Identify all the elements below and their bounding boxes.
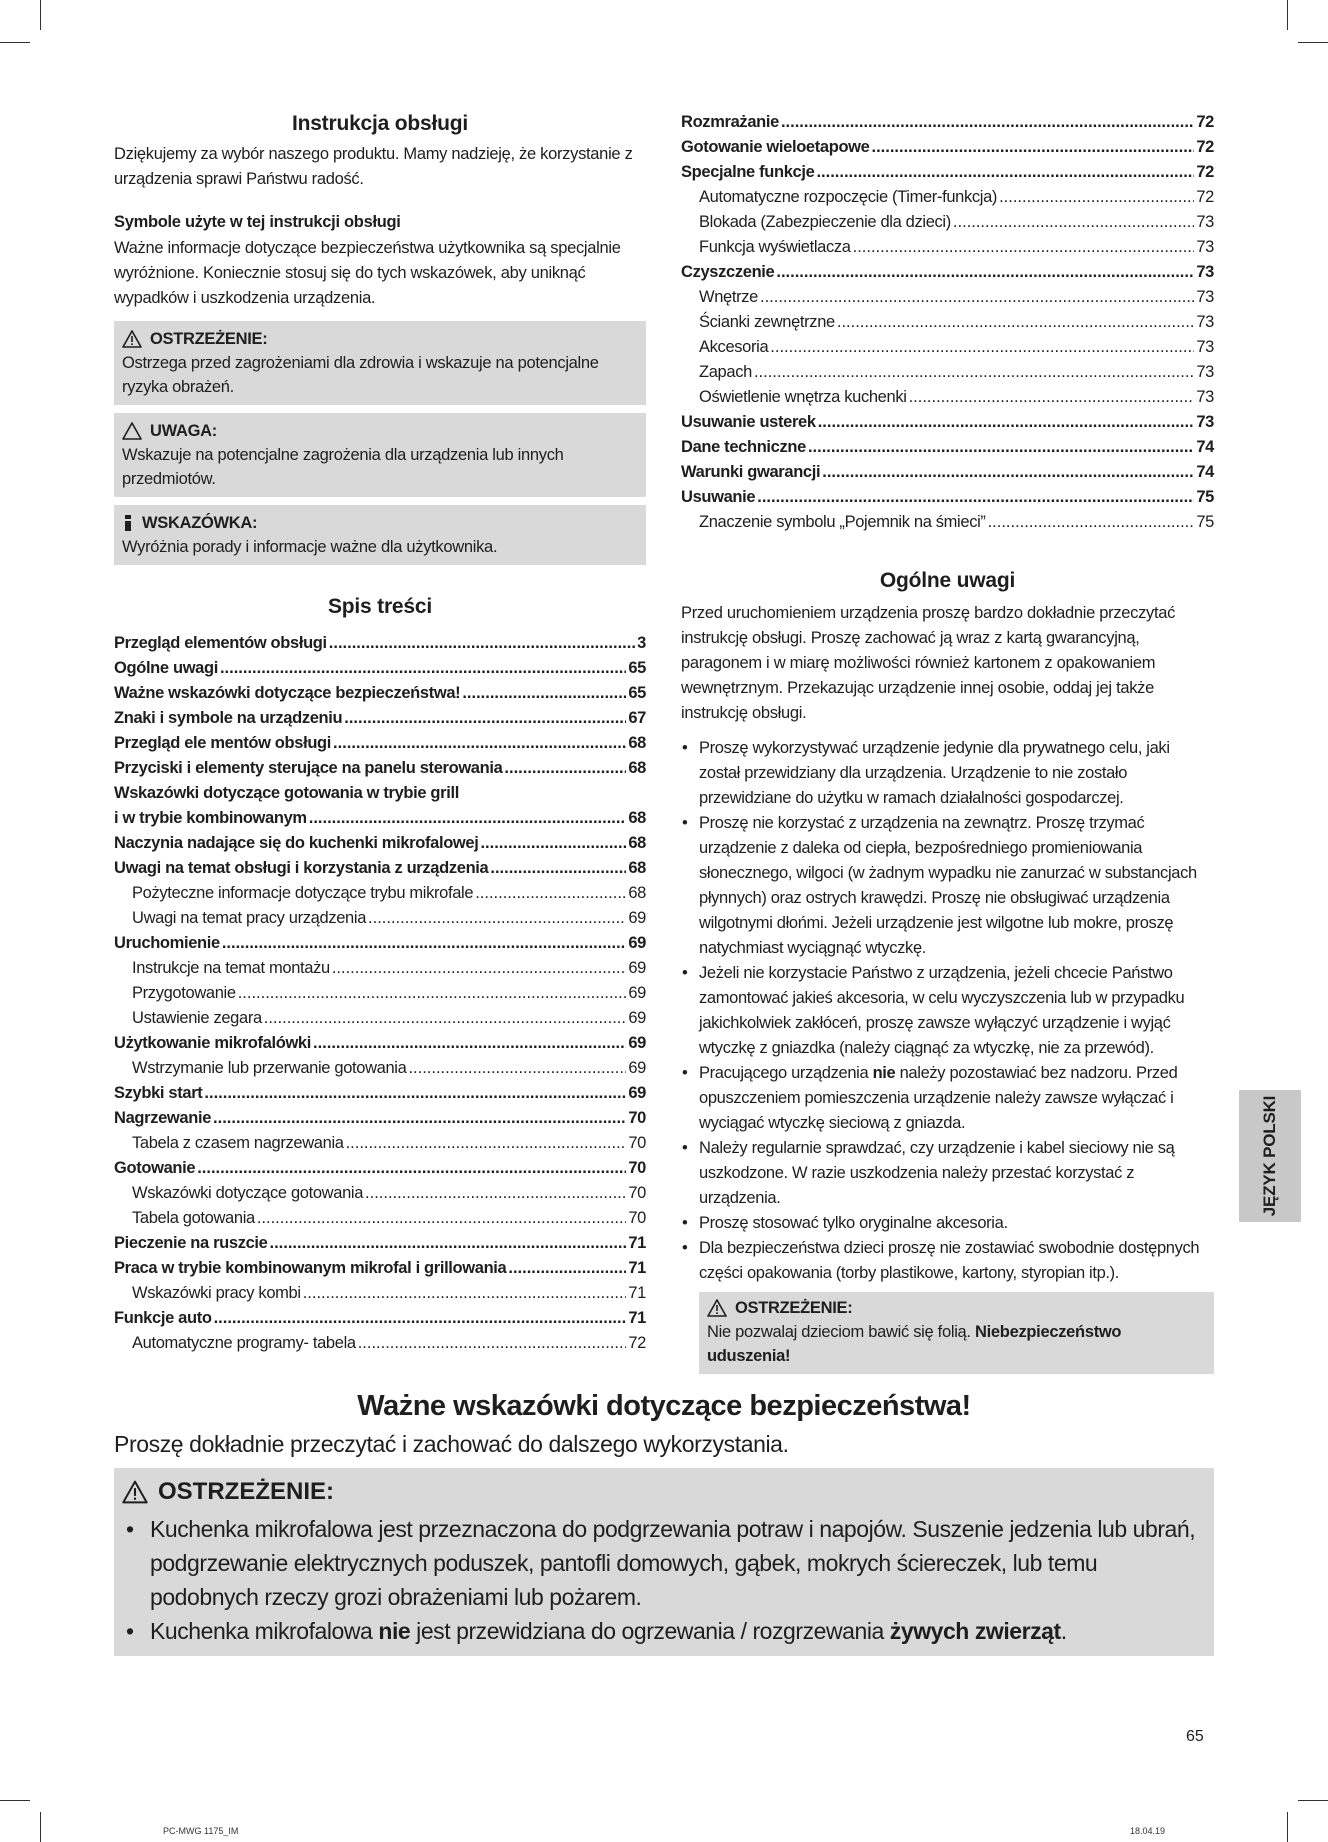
toc-entry-label: Ogólne uwagi (114, 659, 218, 677)
language-tab (1239, 1090, 1301, 1222)
list-item: • Proszę wykorzystywać urządzenie jedynie dla prywatnego celu, jaki został przewidziany dla urządzenia. Urządzenie to nie zostało przewidziane do użytku w ramach działalności gospodarczej. (681, 736, 1214, 811)
toc-entry-page: 75 (1196, 513, 1214, 531)
toc-entry-page: 3 (637, 634, 646, 652)
caution-note (114, 413, 646, 497)
toc-entry-page: 73 (1196, 263, 1214, 281)
toc-entry-page: 69 (628, 959, 646, 977)
toc-leader-dots (333, 731, 626, 756)
toc-entry-label: i w trybie kombinowanym (114, 809, 307, 827)
toc-leader-dots (213, 1106, 626, 1131)
toc-entry-label: Rozmrażanie (681, 113, 779, 131)
toc-entry (681, 360, 1214, 385)
toc-entry (114, 781, 646, 806)
toc-entry (114, 956, 646, 981)
toc-leader-dots (770, 335, 1194, 360)
toc-leader-dots (760, 285, 1194, 310)
toc-entry-page: 73 (1196, 213, 1214, 231)
toc-entry-label: Dane techniczne (681, 438, 806, 456)
toc-entry-label: Przegląd ele mentów obsługi (114, 734, 332, 752)
toc-entry (681, 135, 1214, 160)
symbols-heading: Symbole użyte w tej instrukcji obsługi (114, 213, 401, 231)
list-item: • Dla bezpieczeństwa dzieci proszę nie zostawiać swobodnie dostępnych części opakowania (torby plastikowe, kartony, styropian itp.). (681, 1236, 1214, 1286)
toc-entry-page: 74 (1196, 463, 1214, 481)
toc-entry-label: Znaczenie symbolu „Pojemnik na śmieci” (699, 513, 986, 531)
toc-leader-dots (953, 210, 1194, 235)
toc-entry (114, 656, 646, 681)
crop-mark (40, 0, 41, 30)
toc-entry-page: 73 (1196, 363, 1214, 381)
toc-entry (114, 1331, 646, 1356)
toc-entry-label: Użytkowanie mikrofalówki (114, 1034, 311, 1052)
list-item: • Kuchenka mikrofalowa nie jest przewidziana do ogrzewania / rozgrzewania żywych zwierząt. (122, 1614, 1206, 1648)
toc-entry-page: 72 (1196, 163, 1214, 181)
toc-entry-page: 72 (1196, 113, 1214, 131)
toc-entry-page: 68 (628, 734, 646, 752)
toc-entry-label: Pieczenie na ruszcie (114, 1234, 268, 1252)
list-item: • Proszę nie korzystać z urządzenia na zewnątrz. Proszę trzymać urządzenie z daleka od ciepła, bezpośredniego promieniowania słonecznego, wilgoci (w żadnym wypadku nie zanurzać w substancjach płynnych) oraz ostrych krawędzi. Proszę nie obsługiwać urządzenia wilgotnymi dłońmi. Jeżeli urządzenie jest wilgotne lub mokre, proszę natychmiast wyciągnąć wtyczkę. (681, 811, 1214, 961)
toc-entry-page: 73 (1196, 388, 1214, 406)
toc-entry (681, 235, 1214, 260)
crop-mark (0, 1800, 30, 1801)
toc-entry-page: 74 (1196, 438, 1214, 456)
toc-entry-label: Naczynia nadające się do kuchenki mikrofalowej (114, 834, 479, 852)
toc-entry-page: 68 (628, 834, 646, 852)
toc-entry (114, 1306, 646, 1331)
toc-entry-label: Wstrzymanie lub przerwanie gotowania (132, 1059, 407, 1077)
toc-entry (114, 731, 646, 756)
toc-entry (681, 260, 1214, 285)
toc-entry-label: Akcesoria (699, 338, 769, 356)
toc-entry (114, 906, 646, 931)
toc-entry (681, 210, 1214, 235)
toc-leader-dots (909, 385, 1195, 410)
toc-leader-dots (816, 160, 1194, 185)
toc-leader-dots (757, 485, 1194, 510)
toc-entry-page: 73 (1196, 238, 1214, 256)
list-item: • Kuchenka mikrofalowa jest przeznaczona do podgrzewania potraw i napojów. Suszenie jedzenia lub ubrań, podgrzewanie elektrycznych poduszek, pantofli domowych, gąbek, mokrych ściereczek, lub temu podobnych rzeczy grozi obrażeniami lub pożarem. (122, 1512, 1206, 1614)
toc-entry-label: Usuwanie (681, 488, 756, 506)
toc-leader-dots (238, 981, 627, 1006)
toc-entry (681, 110, 1214, 135)
toc-entry-page: 67 (628, 709, 646, 727)
page-number: 65 (1186, 1728, 1204, 1745)
general-list (681, 736, 1214, 1286)
toc-entry-page: 72 (1196, 188, 1214, 206)
toc-entry (681, 310, 1214, 335)
toc-leader-dots (475, 881, 626, 906)
toc-entry (114, 806, 646, 831)
safety-warning-box (114, 1468, 1214, 1656)
safety-section (114, 1390, 1214, 1656)
general-title: Ogólne uwagi (879, 569, 1016, 592)
caution-note-text: Wskazuje na potencjalne zagrożenia dla urządzenia lub innych przedmiotów. (122, 446, 564, 488)
toc-entry-label: Uwagi na temat obsługi i korzystania z urządzenia (114, 859, 489, 877)
toc-leader-dots (368, 906, 626, 931)
toc-entry (681, 435, 1214, 460)
toc-left (114, 631, 646, 1356)
warning-triangle-icon (707, 1299, 727, 1317)
toc-entry-page: 71 (628, 1309, 646, 1327)
toc-entry-label: Wskazówki dotyczące gotowania w trybie grill (114, 784, 459, 802)
toc-entry (681, 335, 1214, 360)
toc-leader-dots (480, 831, 626, 856)
toc-leader-dots (504, 756, 626, 781)
suffocation-warning (699, 1292, 1214, 1374)
toc-leader-dots (808, 435, 1194, 460)
toc-entry-label: Wskazówki pracy kombi (132, 1284, 301, 1302)
list-item: • Proszę stosować tylko oryginalne akcesoria. (681, 1211, 1214, 1236)
warning-triangle-icon (122, 330, 142, 348)
toc-entry-label: Przyciski i elementy sterujące na panelu sterowania (114, 759, 503, 777)
toc-entry-label: Przygotowanie (132, 984, 236, 1002)
toc-entry (114, 631, 646, 656)
warning-note-title: OSTRZEŻENIE: (150, 330, 268, 348)
toc-entry-page: 65 (628, 684, 646, 702)
toc-entry-page: 68 (628, 884, 646, 902)
toc-entry-label: Gotowanie wieloetapowe (681, 138, 870, 156)
toc-entry-label: Funkcja wyświetlacza (699, 238, 851, 256)
crop-mark (1287, 1812, 1288, 1842)
toc-entry (114, 856, 646, 881)
crop-mark (40, 1812, 41, 1842)
right-column (681, 108, 1214, 1382)
toc-entry-page: 75 (1196, 488, 1214, 506)
toc-leader-dots (988, 510, 1195, 535)
footer-date: 18.04.19 (1130, 1826, 1166, 1836)
list-item: • Jeżeli nie korzystacie Państwo z urządzenia, jeżeli chcecie Państwo zamontować jakieś akcesoria, w celu wyczyszczenia lub w przypadku jakichkolwiek zakłóceń, proszę zawsze wyłączyć urządzenie i wyjąć wtyczkę z gniazdka (należy ciągnąć za wtyczkę, nie za przewód). (681, 961, 1214, 1061)
toc-entry-page: 71 (628, 1234, 646, 1252)
toc-entry-page: 69 (628, 1084, 646, 1102)
toc-entry-label: Wskazówki dotyczące gotowania (132, 1184, 364, 1202)
toc-entry-page: 72 (628, 1334, 646, 1352)
toc-leader-dots (490, 856, 626, 881)
toc-entry (114, 1081, 646, 1106)
toc-leader-dots (781, 110, 1194, 135)
toc-entry-page: 71 (628, 1284, 646, 1302)
toc-leader-dots (309, 806, 627, 831)
toc-entry-page: 69 (628, 934, 646, 952)
toc-entry-label: Blokada (Zabezpieczenie dla dzieci) (699, 213, 951, 231)
list-item: • Pracującego urządzenia nie należy pozostawiać bez nadzoru. Przed opuszczeniem pomieszczenia urządzenie należy zawsze wyłączać i wyciągać wtyczkę sieciową z gniazda. (681, 1061, 1214, 1136)
toc-entry (114, 706, 646, 731)
toc-leader-dots (220, 656, 626, 681)
intro-text: Dziękujemy za wybór naszego produktu. Mamy nadzieję, że korzystanie z urządzenia sprawi Państwu radość. (114, 145, 633, 188)
toc-leader-dots (264, 1006, 627, 1031)
toc-entry (681, 385, 1214, 410)
toc-title: Spis treści (327, 595, 433, 618)
toc-entry-label: Pożyteczne informacje dotyczące trybu mikrofale (132, 884, 474, 902)
toc-entry-label: Wnętrze (699, 288, 758, 306)
toc-leader-dots (872, 135, 1195, 160)
warning-triangle-icon (122, 1480, 148, 1504)
toc-leader-dots (408, 1056, 626, 1081)
safety-lead: Proszę dokładnie przeczytać i zachować do dalszego wykorzystania. (114, 1431, 789, 1457)
toc-entry-page: 69 (628, 1034, 646, 1052)
toc-entry-page: 73 (1196, 413, 1214, 431)
toc-entry (114, 681, 646, 706)
toc-entry-label: Zapach (699, 363, 752, 381)
toc-entry-page: 69 (628, 909, 646, 927)
toc-entry-label: Ścianki zewnętrzne (699, 313, 835, 331)
general-text: Przed uruchomieniem urządzenia proszę bardzo dokładnie przeczytać instrukcję obsługi. Proszę zachować ją wraz z kartą gwarancyjną, paragonem i w miarę możliwości również kartonem z opakowaniem wewnętrznym. Przekazując urządzenie innej osobie, oddaj jej także instrukcję obsługi. (681, 604, 1176, 722)
toc-entry-page: 68 (628, 809, 646, 827)
toc-entry-label: Nagrzewanie (114, 1109, 212, 1127)
toc-leader-dots (358, 1331, 627, 1356)
toc-leader-dots (313, 1031, 626, 1056)
toc-leader-dots (754, 360, 1194, 385)
toc-entry-page: 71 (628, 1259, 646, 1277)
crop-mark (1287, 0, 1288, 30)
crop-mark (1298, 1800, 1328, 1801)
toc-entry (681, 160, 1214, 185)
toc-entry (681, 510, 1214, 535)
toc-leader-dots (204, 1081, 626, 1106)
list-item: • Należy regularnie sprawdzać, czy urządzenie i kabel sieciowy nie są uszkodzone. W razie uszkodzenia należy przestać korzystać z urządzenia. (681, 1136, 1214, 1211)
toc-entry (681, 485, 1214, 510)
toc-entry (114, 1031, 646, 1056)
toc-entry-page: 69 (628, 984, 646, 1002)
toc-leader-dots (837, 310, 1194, 335)
toc-entry-label: Tabela z czasem nagrzewania (132, 1134, 344, 1152)
toc-entry (114, 881, 646, 906)
toc-entry-label: Uwagi na temat pracy urządzenia (132, 909, 367, 927)
safety-warning-title: OSTRZEŻENIE: (158, 1478, 335, 1505)
toc-entry-label: Warunki gwarancji (681, 463, 821, 481)
toc-entry-label: Ustawienie zegara (132, 1009, 262, 1027)
caution-note-title: UWAGA: (150, 422, 217, 440)
toc-entry-page: 73 (1196, 288, 1214, 306)
toc-entry-label: Tabela gotowania (132, 1209, 255, 1227)
toc-entry (114, 981, 646, 1006)
toc-entry-page: 69 (628, 1009, 646, 1027)
warning-note-text: Ostrzega przed zagrożeniami dla zdrowia i wskazuje na potencjalne ryzyka obrażeń. (122, 354, 599, 396)
toc-entry-page: 68 (628, 759, 646, 777)
toc-entry-page: 70 (628, 1134, 646, 1152)
toc-leader-dots (999, 185, 1194, 210)
toc-entry (681, 285, 1214, 310)
toc-entry-page: 70 (628, 1184, 646, 1202)
suffocation-warning-text: Nie pozwalaj dzieciom bawić się folią. Niebezpieczeństwo uduszenia! (707, 1323, 1122, 1365)
toc-entry-label: Specjalne funkcje (681, 163, 815, 181)
tip-note-title: WSKAZÓWKA: (142, 514, 258, 532)
toc-entry-label: Znaki i symbole na urządzeniu (114, 709, 343, 727)
left-column (114, 108, 646, 1356)
toc-leader-dots (303, 1281, 627, 1306)
tip-note (114, 505, 646, 565)
toc-leader-dots (329, 631, 635, 656)
toc-entry-label: Usuwanie usterek (681, 413, 816, 431)
toc-leader-dots (508, 1256, 626, 1281)
tip-note-text: Wyróżnia porady i informacje ważne dla użytkownika. (122, 538, 498, 556)
crop-mark (1298, 42, 1328, 43)
toc-entry-page: 70 (628, 1209, 646, 1227)
toc-entry-label: Gotowanie (114, 1159, 196, 1177)
toc-entry-page: 73 (1196, 338, 1214, 356)
toc-entry-page: 70 (628, 1159, 646, 1177)
footer-code: PC-MWG 1175_IM (163, 1826, 239, 1836)
toc-entry-page: 73 (1196, 313, 1214, 331)
toc-leader-dots (776, 260, 1194, 285)
toc-entry-label: Funkcje auto (114, 1309, 212, 1327)
toc-leader-dots (332, 956, 627, 981)
toc-leader-dots (344, 706, 626, 731)
toc-entry-page: 69 (628, 1059, 646, 1077)
toc-entry (114, 1256, 646, 1281)
toc-leader-dots (818, 410, 1195, 435)
toc-leader-dots (270, 1231, 627, 1256)
toc-leader-dots (197, 1156, 626, 1181)
toc-entry (114, 756, 646, 781)
toc-leader-dots (346, 1131, 627, 1156)
toc-entry (114, 1181, 646, 1206)
toc-right (681, 110, 1214, 535)
toc-leader-dots (257, 1206, 627, 1231)
toc-entry (114, 1006, 646, 1031)
toc-entry (114, 1281, 646, 1306)
toc-entry (114, 1131, 646, 1156)
toc-entry-page: 70 (628, 1109, 646, 1127)
toc-entry (114, 1206, 646, 1231)
toc-entry-page: 72 (1196, 138, 1214, 156)
toc-entry-label: Automatyczne programy- tabela (132, 1334, 356, 1352)
toc-entry-label: Oświetlenie wnętrza kuchenki (699, 388, 907, 406)
toc-leader-dots (462, 681, 626, 706)
manual-title: Instrukcja obsługi (291, 112, 469, 135)
toc-leader-dots (214, 1306, 627, 1331)
toc-entry (114, 1231, 646, 1256)
suffocation-warning-title: OSTRZEŻENIE: (735, 1299, 853, 1317)
safety-title: Ważne wskazówki dotyczące bezpieczeństwa! (357, 1390, 971, 1422)
toc-entry-label: Czyszczenie (681, 263, 775, 281)
toc-entry-label: Automatyczne rozpoczęcie (Timer-funkcja) (699, 188, 998, 206)
toc-entry-label: Praca w trybie kombinowanym mikrofal i grillowania (114, 1259, 507, 1277)
toc-entry-label: Przegląd elementów obsługi (114, 634, 327, 652)
toc-entry-label: Instrukcje na temat montażu (132, 959, 330, 977)
toc-entry-page: 68 (628, 859, 646, 877)
toc-entry (114, 1106, 646, 1131)
toc-entry (681, 460, 1214, 485)
info-icon (122, 514, 134, 532)
toc-entry (114, 931, 646, 956)
toc-leader-dots (365, 1181, 626, 1206)
toc-leader-dots (822, 460, 1194, 485)
toc-entry-page: 65 (628, 659, 646, 677)
toc-entry (681, 410, 1214, 435)
toc-entry (114, 1156, 646, 1181)
caution-triangle-icon (122, 422, 142, 440)
warning-note (114, 321, 646, 405)
toc-entry (114, 1056, 646, 1081)
safety-list (122, 1512, 1206, 1648)
toc-entry (681, 185, 1214, 210)
toc-leader-dots (222, 931, 627, 956)
toc-entry-label: Ważne wskazówki dotyczące bezpieczeństwa! (114, 684, 461, 702)
toc-entry (114, 831, 646, 856)
toc-leader-dots (853, 235, 1195, 260)
symbols-text: Ważne informacje dotyczące bezpieczeństwa użytkownika są specjalnie wyróżnione. Koniecznie stosuj się do tych wskazówek, aby uniknąć wypadków i uszkodzenia urządzenia. (114, 239, 621, 307)
toc-entry-label: Szybki start (114, 1084, 203, 1102)
language-tab-label: JĘZYK POLSKI (1260, 1095, 1279, 1217)
crop-mark (0, 42, 30, 43)
toc-entry-label: Uruchomienie (114, 934, 220, 952)
